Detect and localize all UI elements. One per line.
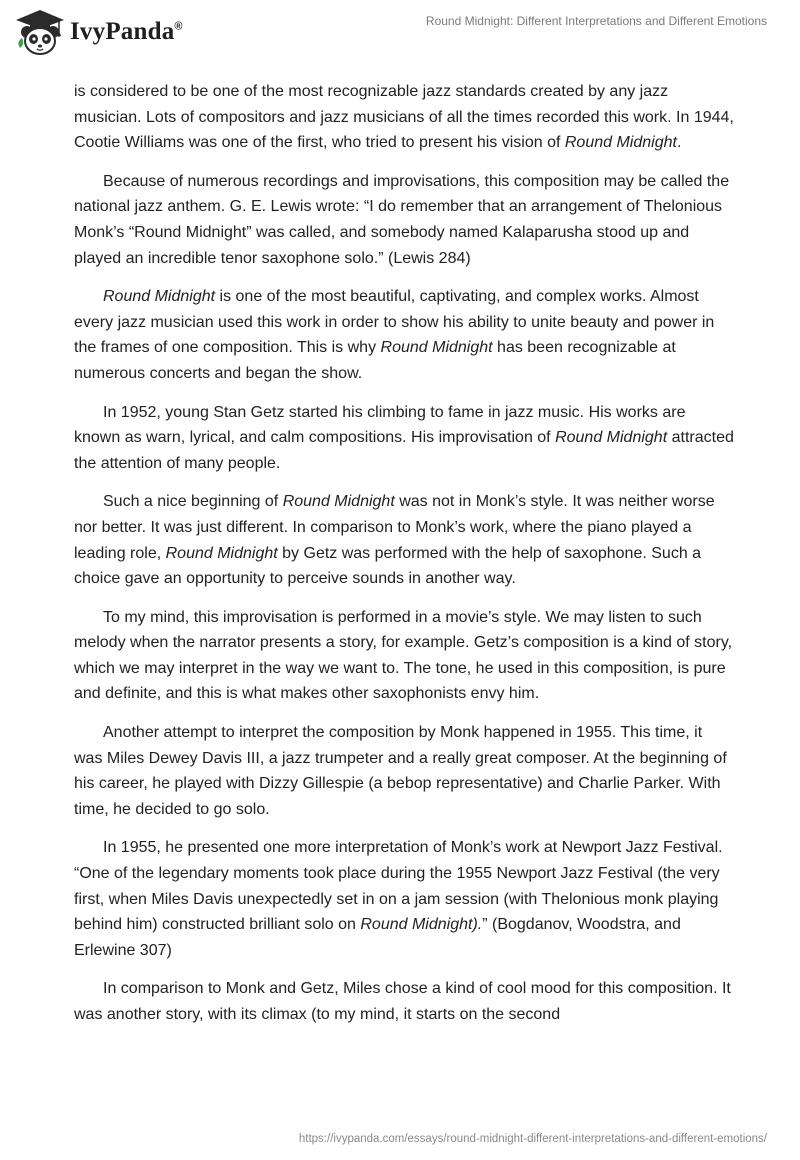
essay-paragraph: [74, 489, 734, 591]
essay-paragraph: [74, 169, 734, 271]
text-segment: In 1955, he presented one more interpretation of Monk’s work at Newport Jazz Festival. “One of the legendary moments took place during the 1955 Newport Jazz Festival (the very first, when Miles Davis unexpectedly set in on a jam session (with Thelonious monk playing behind him) constructed brilliant solo on: [74, 839, 723, 934]
essay-body: [74, 79, 734, 1041]
italic-title: Round Midnight: [555, 429, 668, 447]
italic-title: Round Midnight: [103, 288, 216, 306]
text-segment: by Getz was performed with the help of saxophone. Such a choice gave an opportunity to perceive sounds in another way.: [74, 544, 702, 588]
italic-title: Round Midnight: [165, 544, 278, 562]
source-url[interactable]: https://ivypanda.com/essays/round-midnight-different-interpretations-and-different-emotions/: [298, 1133, 767, 1145]
text-segment: was not in Monk’s style. It was neither worse nor better. It was just different. In comparison to Monk’s work, where the piano played a leading role,: [74, 493, 715, 562]
essay-paragraph: [74, 284, 734, 386]
page-header: [0, 0, 800, 70]
ivypanda-logo[interactable]: [14, 8, 183, 56]
italic-title: Round Midnight: [564, 134, 677, 152]
essay-paragraph: [74, 605, 734, 707]
text-segment: Such a nice beginning of: [103, 493, 283, 511]
text-segment: To my mind, this improvisation is performed in a movie’s style. We may listen to such melody when the narrator presents a story, for example. Getz’s composition is a kind of story, which we may interpret in the way we want to. The tone, he used in this composition, is pure and definite, and this is what makes other saxophonists envy him.: [74, 608, 733, 703]
essay-paragraph: [74, 79, 734, 156]
essay-paragraph: [74, 720, 734, 822]
text-segment: has been recognizable at numerous concerts and began the show.: [74, 339, 676, 382]
essay-paragraph: [74, 400, 734, 477]
text-segment: In 1952, young Stan Getz started his climbing to fame in jazz music. His works are known as warn, lyrical, and calm compositions. His improvisation of: [74, 403, 686, 447]
panda-graduate-icon: [14, 8, 66, 56]
brand-name: IvyPanda®: [70, 18, 183, 45]
essay-paragraph: [74, 976, 734, 1027]
document-title: Round Midnight: Different Interpretations and Different Emotions: [425, 14, 767, 28]
italic-title: Round Midnight: [282, 493, 395, 511]
text-segment: is considered to be one of the most recognizable jazz standards created by any jazz musician. Lots of compositors and jazz musicians of all the times recorded this work. In 1944, Cootie Williams was one of the first, who tried to present his vision of: [74, 83, 734, 152]
text-segment: Another attempt to interpret the composition by Monk happened in 1955. This time, it was Miles Dewey Davis III, a jazz trumpeter and a really great composer. At the beginning of his career, he played with Dizzy Gillespie (a bebop representative) and Charlie Parker. With time, he decided to go solo.: [74, 724, 727, 818]
essay-paragraph: [74, 835, 734, 963]
italic-title: Round Midnight).: [360, 916, 483, 934]
italic-title: Round Midnight: [380, 339, 493, 357]
text-segment: .: [676, 134, 682, 152]
text-segment: attracted the attention of many people.: [74, 429, 734, 472]
text-segment: In comparison to Monk and Getz, Miles chose a kind of cool mood for this composition. It was another story, with its climax (to my mind, it starts on the second: [74, 980, 731, 1023]
text-segment: ” (Bogdanov, Woodstra, and Erlewine 307): [74, 916, 681, 959]
text-segment: Because of numerous recordings and improvisations, this composition may be called the national jazz anthem. G. E. Lewis wrote: “I do remember that an arrangement of Thelonious Monk’s “Round Midnight” was called, and somebody named Kalaparusha stood up and played an incredible tenor saxophone solo.” (Lewis 284): [74, 172, 730, 267]
text-segment: is one of the most beautiful, captivating, and complex works. Almost every jazz musician used this work in order to show his ability to unite beauty and power in the frames of one composition. This is why: [74, 288, 715, 357]
